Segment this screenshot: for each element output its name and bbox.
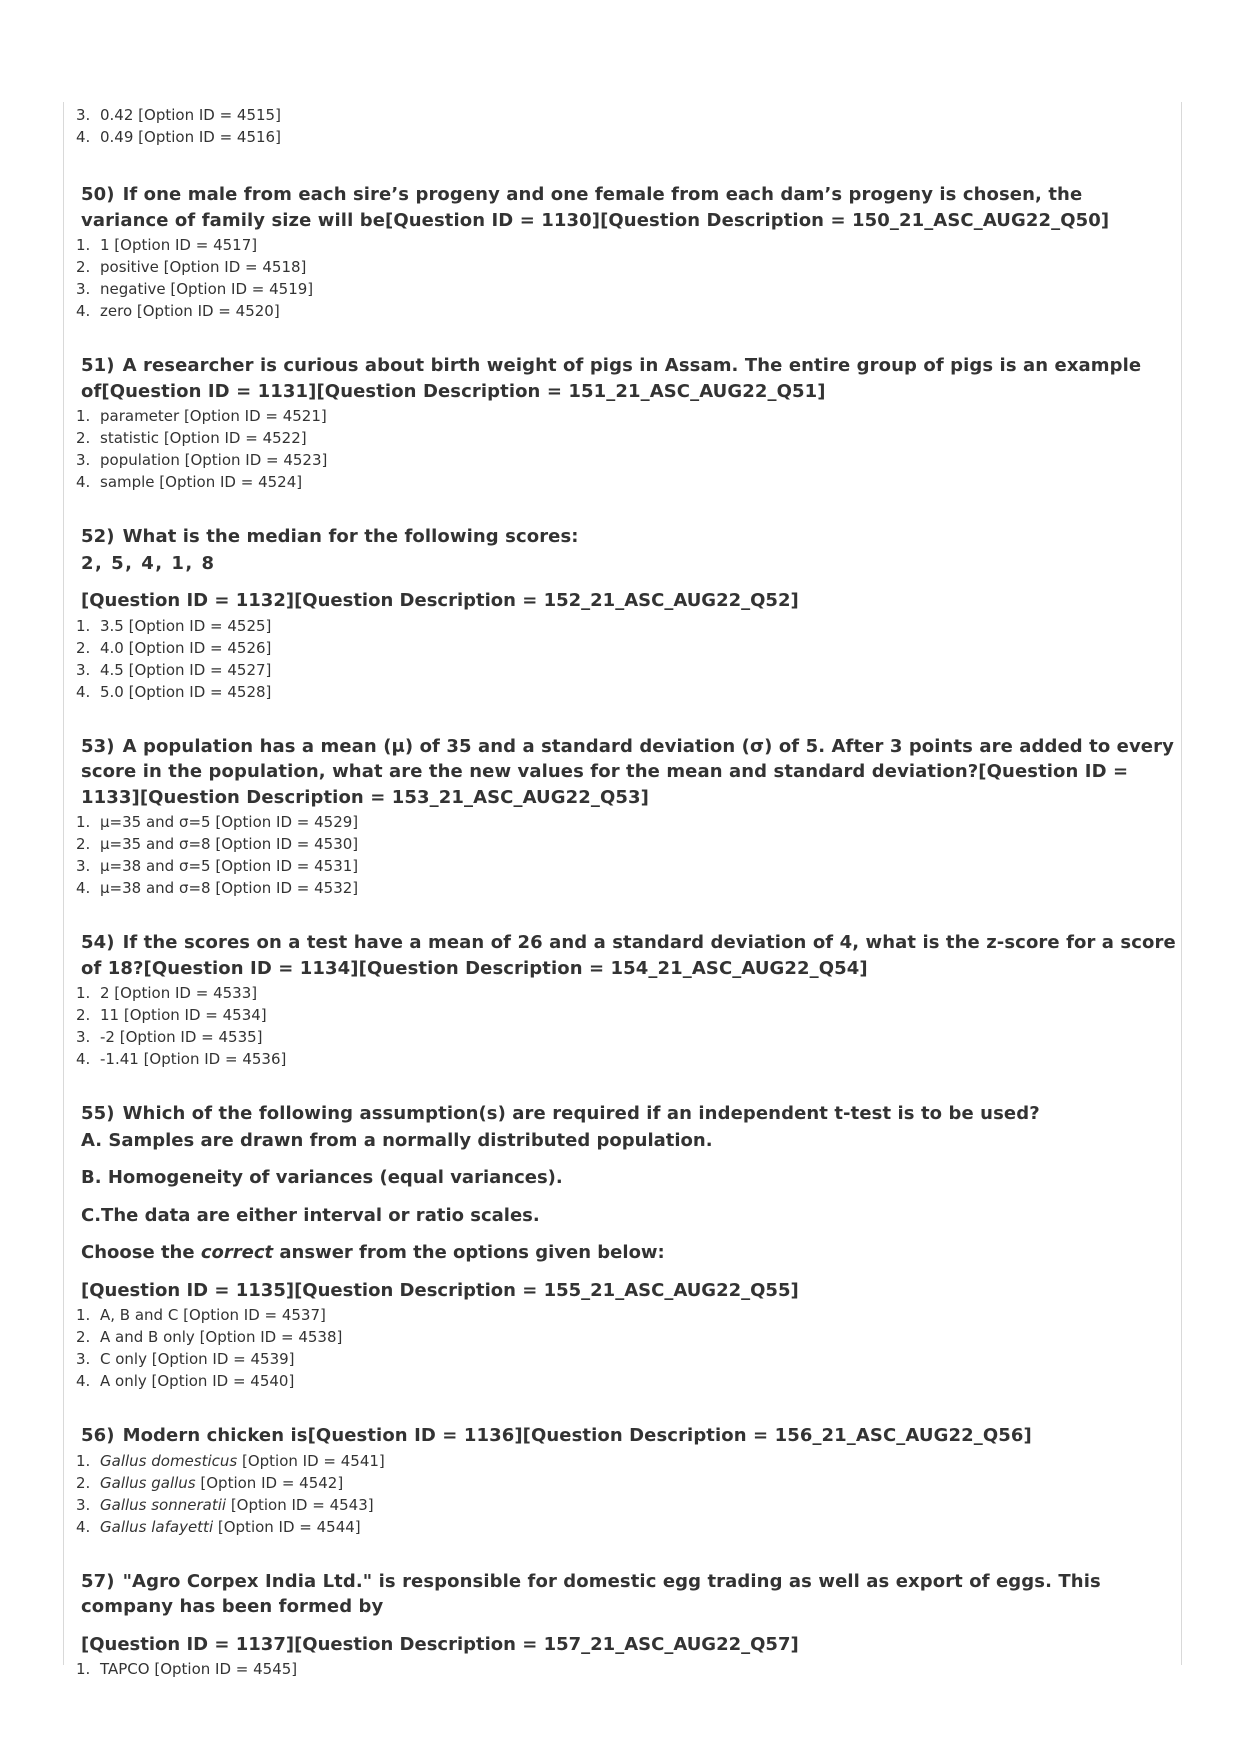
option-item: 3. C only [Option ID = 4539] [76,1350,295,1368]
question-text: 57) "Agro Corpex India Ltd." is responsible for domestic egg trading as well as export of eggs. This company has been formed by [81,1570,1101,1617]
option-item: 2. statistic [Option ID = 4522] [76,429,307,447]
carryover-option-list [76,104,1176,148]
question-text: 56) Modern chicken is[Question ID = 1136][Question Description = 156_21_ASC_AUG22_Q56] [81,1425,1032,1446]
option-item: 4. μ=38 and σ=8 [Option ID = 4532] [76,879,359,897]
option-item: 1. A, B and C [Option ID = 4537] [76,1306,326,1324]
question-meta: [Question ID = 1137][Question Description = 157_21_ASC_AUG22_Q57] [81,1633,799,1655]
question-text: 51) A researcher is curious about birth weight of pigs in Assam. The entire group of pigs is an example of[Question ID = 1131][Question Description = 151_21_ASC_AUG22_Q51] [81,355,1142,402]
statement-c: C.The data are either interval or ratio scales. [81,1204,540,1226]
option-item: 3. Gallus sonneratii [Option ID = 4543] [76,1495,374,1514]
right-border-line [1181,102,1182,1665]
statement-b: B. Homogeneity of variances (equal variances). [81,1167,563,1188]
option-item: 4. 0.49 [Option ID = 4516] [76,128,281,146]
option-item: 4. zero [Option ID = 4520] [76,302,280,320]
question-55 [76,1101,1176,1392]
question-57 [76,1569,1176,1681]
option-item: 1. 1 [Option ID = 4517] [76,236,258,254]
choose-instruction: Choose the correct answer from the options given below: [81,1242,665,1263]
question-meta: [Question ID = 1135][Question Description = 155_21_ASC_AUG22_Q55] [81,1279,799,1301]
option-item: 2. A and B only [Option ID = 4538] [76,1328,343,1346]
question-53 [76,734,1176,900]
question-52 [76,524,1176,703]
question-meta: [Question ID = 1132][Question Description = 152_21_ASC_AUG22_Q52] [81,590,799,611]
question-text: 54) If the scores on a test have a mean of 26 and a standard deviation of 4, what is the z-score for a score of 18?[Question ID = 1134][Question Description = 154_21_ASC_AUG22_Q54] [81,932,1176,979]
option-item: 3. population [Option ID = 4523] [76,451,328,469]
option-item: 3. -2 [Option ID = 4535] [76,1028,263,1046]
question-text: 52) What is the median for the following scores: [81,526,579,547]
left-border-line [63,102,64,1665]
question-text: 53) A population has a mean (μ) of 35 and a standard deviation (σ) of 5. After 3 points are added to every score in the population, what are the new values for the mean and standard deviation?[Question ID = 1133][Question Description = 153_21_ASC_AUG22_Q53] [81,735,1174,808]
statement-a: A. Samples are drawn from a normally distributed population. [81,1129,713,1151]
question-text: 50) If one male from each sire’s progeny and one female from each dam’s progeny is chosen, the variance of family size will be[Question ID = 1130][Question Description = 150_21_ASC_AUG22_Q50] [81,184,1110,231]
option-item: 3. 0.42 [Option ID = 4515] [76,106,281,124]
question-51 [76,353,1176,493]
option-item: 4. sample [Option ID = 4524] [76,473,303,491]
option-item: 2. positive [Option ID = 4518] [76,258,307,276]
question-50 [76,182,1176,322]
option-item: 4. -1.41 [Option ID = 4536] [76,1050,287,1068]
content-area [76,104,1176,1680]
option-item: 2. μ=35 and σ=8 [Option ID = 4530] [76,835,359,853]
option-item: 1. 2 [Option ID = 4533] [76,984,258,1002]
option-item: 3. negative [Option ID = 4519] [76,280,314,298]
option-item: 4. Gallus lafayetti [Option ID = 4544] [76,1517,361,1536]
scores-line: 2, 5, 4, 1, 8 [81,552,216,574]
option-item: 1. parameter [Option ID = 4521] [76,407,327,425]
option-item: 3. μ=38 and σ=5 [Option ID = 4531] [76,857,359,875]
question-text: 55) Which of the following assumption(s) are required if an independent t-test is to be used? [81,1103,1040,1124]
option-item: 2. 11 [Option ID = 4534] [76,1006,267,1024]
question-54 [76,930,1176,1070]
option-item: 4. A only [Option ID = 4540] [76,1372,295,1390]
option-item: 4. 5.0 [Option ID = 4528] [76,682,272,701]
option-item: 2. Gallus gallus [Option ID = 4542] [76,1473,344,1492]
option-item: 1. μ=35 and σ=5 [Option ID = 4529] [76,813,359,831]
option-item: 1. Gallus domesticus [Option ID = 4541] [76,1451,385,1470]
question-56 [76,1423,1176,1538]
option-item: 1. 3.5 [Option ID = 4525] [76,616,272,635]
option-item: 1. TAPCO [Option ID = 4545] [76,1660,298,1678]
option-item: 2. 4.0 [Option ID = 4526] [76,638,272,657]
option-item: 3. 4.5 [Option ID = 4527] [76,660,272,679]
